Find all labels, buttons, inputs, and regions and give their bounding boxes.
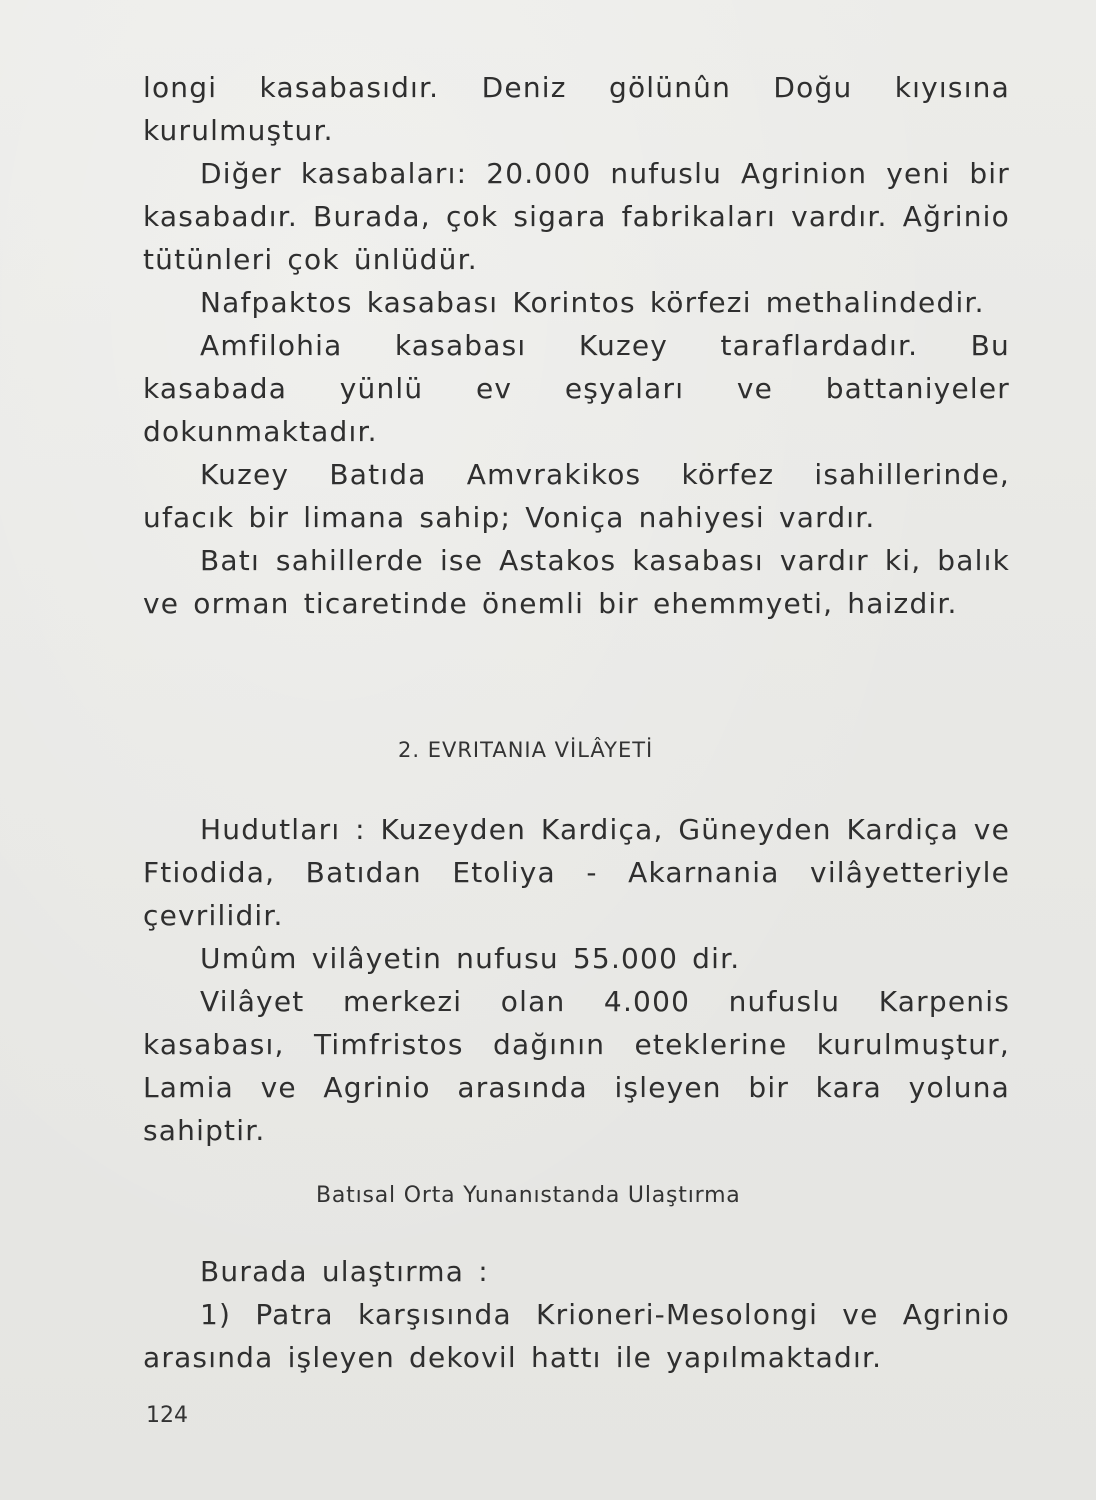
paragraph: Burada ulaştırma : <box>200 1255 489 1288</box>
paragraph: Amfilohia kasabası Kuzey taraflardadır. Bu kasabada yünlü ev eşyaları ve battaniyeler dokunmaktadır. <box>143 329 1010 448</box>
body-text-section-1 <box>143 66 1010 625</box>
paragraph: Batı sahillerde ise Astakos kasabası vardır ki, balık ve orman ticaretinde önemli bir ehemmyeti, haizdir. <box>143 544 1010 620</box>
body-text-section-3 <box>143 1250 1010 1379</box>
section-heading-evritania: 2. EVRITANIA VİLÂYETİ <box>398 738 654 762</box>
paragraph: Nafpaktos kasabası Korintos körfezi methalindedir. <box>200 286 985 319</box>
paragraph: Hudutları : Kuzeyden Kardiça, Güneyden Kardiça ve Ftiodida, Batıdan Etoliya - Akarnania vilâyetteriyle çevrilidir. <box>143 813 1010 932</box>
paragraph: Diğer kasabaları: 20.000 nufuslu Agrinion yeni bir kasabadır. Burada, çok sigara fabrikaları vardır. Ağrinio tütünleri çok ünlüdür. <box>143 157 1010 276</box>
paragraph: longi kasabasıdır. Deniz gölünûn Doğu kıyısına kurulmuştur. <box>143 71 1010 147</box>
page-number: 124 <box>146 1403 188 1428</box>
paragraph: 1) Patra karşısında Krioneri-Mesolongi ve Agrinio arasında işleyen dekovil hattı ile yapılmaktadır. <box>143 1298 1010 1374</box>
paragraph: Umûm vilâyetin nufusu 55.000 dir. <box>200 942 741 975</box>
body-text-section-2 <box>143 808 1010 1152</box>
paragraph: Vilâyet merkezi olan 4.000 nufuslu Karpenis kasabası, Timfristos dağının eteklerine kurulmuştur, Lamia ve Agrinio arasında işleyen bir kara yoluna sahiptir. <box>143 985 1010 1147</box>
paragraph: Kuzey Batıda Amvrakikos körfez isahillerinde, ufacık bir limana sahip; Voniça nahiyesi vardır. <box>143 458 1010 534</box>
section-heading-ulastirma: Batısal Orta Yunanıstanda Ulaştırma <box>316 1183 741 1208</box>
